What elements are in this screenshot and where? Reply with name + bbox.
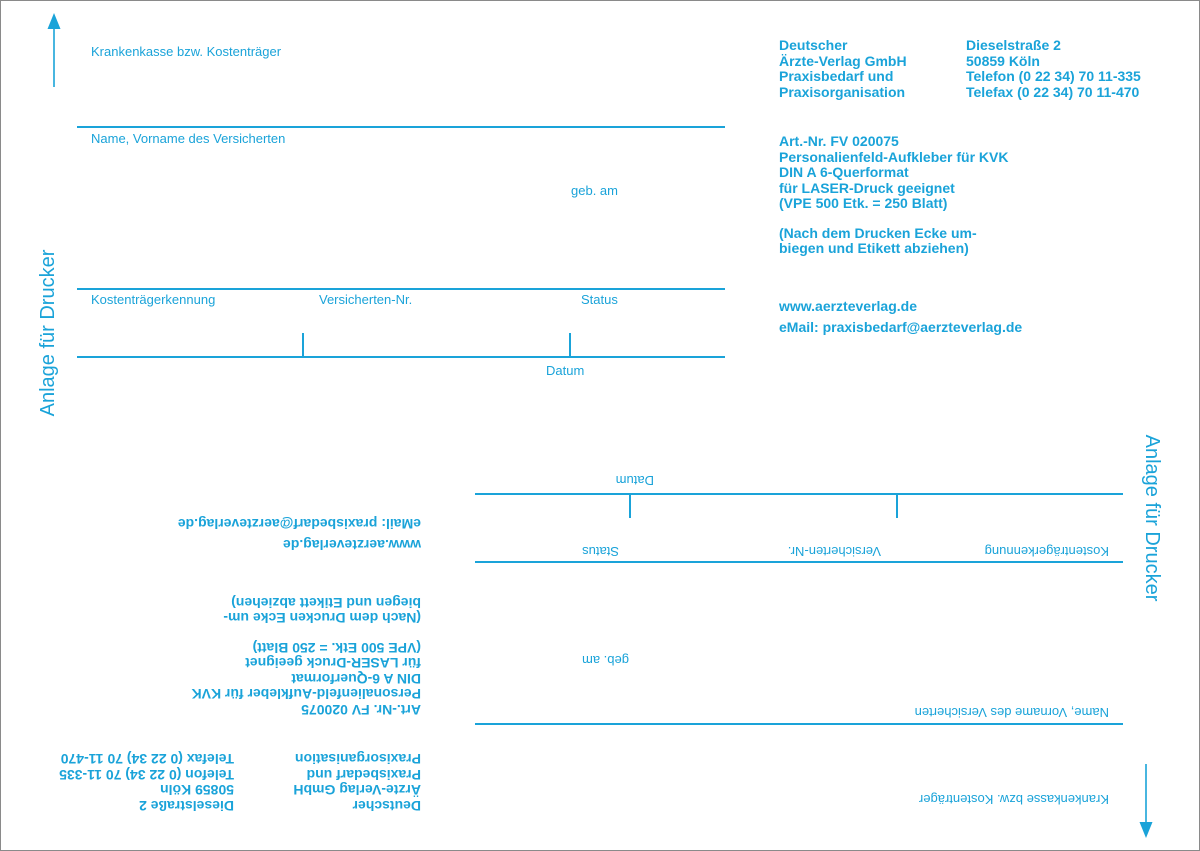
publisher-name-line: Praxisbedarf und bbox=[779, 68, 894, 84]
birth-date-label: geb. am bbox=[571, 183, 618, 198]
product-line: Art.-Nr. FV 020075 bbox=[301, 702, 421, 718]
field-divider bbox=[569, 333, 571, 357]
field-divider bbox=[896, 494, 898, 518]
address-line: 50859 Köln bbox=[966, 52, 1040, 69]
address-line: 50859 Köln bbox=[160, 782, 234, 799]
publisher-name-line: Ärzte-Verlag GmbH bbox=[779, 52, 907, 69]
birth-date-label: geb. am bbox=[582, 653, 629, 668]
address-line: Dieselstraße 2 bbox=[966, 37, 1061, 53]
form-line-insurer bbox=[475, 723, 1123, 725]
field-divider bbox=[629, 494, 631, 518]
publisher-name-line: Praxisorganisation bbox=[779, 83, 906, 100]
insured-number-label: Versicherten-Nr. bbox=[787, 544, 881, 559]
instruction-line: biegen und Etikett abziehen) bbox=[231, 595, 421, 611]
product-line: DIN A 6-Querformat bbox=[779, 164, 909, 180]
product-info bbox=[779, 134, 1009, 257]
address-line: Dieselstraße 2 bbox=[139, 798, 234, 814]
address-line: Telefax (0 22 34) 70 11-470 bbox=[60, 751, 234, 768]
product-line: Art.-Nr. FV 020075 bbox=[779, 133, 899, 149]
feed-direction-arrow-icon bbox=[45, 13, 63, 87]
product-info bbox=[192, 595, 422, 718]
product-line: Personalienfeld-Aufkleber für KVK bbox=[191, 686, 421, 703]
publisher-name-line: Ärzte-Verlag GmbH bbox=[293, 782, 421, 799]
field-divider bbox=[302, 333, 304, 357]
publisher-name bbox=[293, 751, 421, 813]
label-upper bbox=[1, 1, 1199, 426]
website-link[interactable]: www.aerzteverlag.de bbox=[283, 537, 421, 553]
insured-number-label: Versicherten-Nr. bbox=[319, 292, 413, 307]
printer-feed-side-label: Anlage für Drucker bbox=[37, 249, 59, 417]
date-label: Datum bbox=[615, 473, 654, 488]
instruction-line: (Nach dem Drucken Ecke um- bbox=[779, 224, 977, 241]
insured-name-label: Name, Vorname des Versicherten bbox=[914, 705, 1109, 720]
publisher-name-line: Praxisbedarf und bbox=[306, 767, 421, 783]
insurer-label: Krankenkasse bzw. Kostenträger bbox=[91, 44, 282, 59]
address-line: Telefon (0 22 34) 70 11-335 bbox=[59, 767, 234, 783]
product-line: Personalienfeld-Aufkleber für KVK bbox=[779, 148, 1009, 165]
product-line: für LASER-Druck geeignet bbox=[779, 179, 955, 196]
product-line: für LASER-Druck geeignet bbox=[245, 655, 421, 672]
product-line: DIN A 6-Querformat bbox=[291, 671, 421, 687]
email-link[interactable]: eMail: praxisbedarf@aerzteverlag.de bbox=[177, 516, 421, 532]
product-line: (VPE 500 Etk. = 250 Blatt) bbox=[252, 640, 421, 656]
feed-direction-arrow-icon bbox=[1137, 764, 1155, 838]
instruction-line: (Nach dem Drucken Ecke um- bbox=[223, 610, 421, 627]
payer-id-label: Kostenträgerkennung bbox=[91, 292, 216, 307]
label-lower-rotated bbox=[1, 425, 1199, 850]
publisher-name bbox=[779, 38, 907, 100]
product-line: (VPE 500 Etk. = 250 Blatt) bbox=[779, 195, 948, 211]
status-label: Status bbox=[582, 544, 619, 559]
address-line: Telefon (0 22 34) 70 11-335 bbox=[966, 68, 1141, 84]
website-link[interactable]: www.aerzteverlag.de bbox=[779, 298, 917, 314]
date-label: Datum bbox=[546, 363, 585, 378]
form-line-insurer bbox=[77, 126, 725, 128]
publisher-address bbox=[966, 38, 1141, 100]
publisher-address bbox=[59, 751, 234, 813]
instruction-line: biegen und Etikett abziehen) bbox=[779, 240, 969, 256]
form-line-name bbox=[77, 288, 725, 290]
publisher-name-line: Deutscher bbox=[779, 37, 848, 53]
form-line-name bbox=[475, 561, 1123, 563]
publisher-name-line: Deutscher bbox=[352, 798, 421, 814]
publisher-name-line: Praxisorganisation bbox=[294, 751, 421, 768]
form-line-ids bbox=[475, 493, 1123, 495]
printer-feed-side-label: Anlage für Drucker bbox=[1141, 434, 1163, 602]
status-label: Status bbox=[581, 292, 618, 307]
insured-name-label: Name, Vorname des Versicherten bbox=[91, 131, 286, 146]
insurer-label: Krankenkasse bzw. Kostenträger bbox=[918, 792, 1109, 807]
form-line-ids bbox=[77, 356, 725, 358]
address-line: Telefax (0 22 34) 70 11-470 bbox=[966, 83, 1140, 100]
email-link[interactable]: eMail: praxisbedarf@aerzteverlag.de bbox=[779, 319, 1023, 335]
payer-id-label: Kostenträgerkennung bbox=[984, 544, 1109, 559]
